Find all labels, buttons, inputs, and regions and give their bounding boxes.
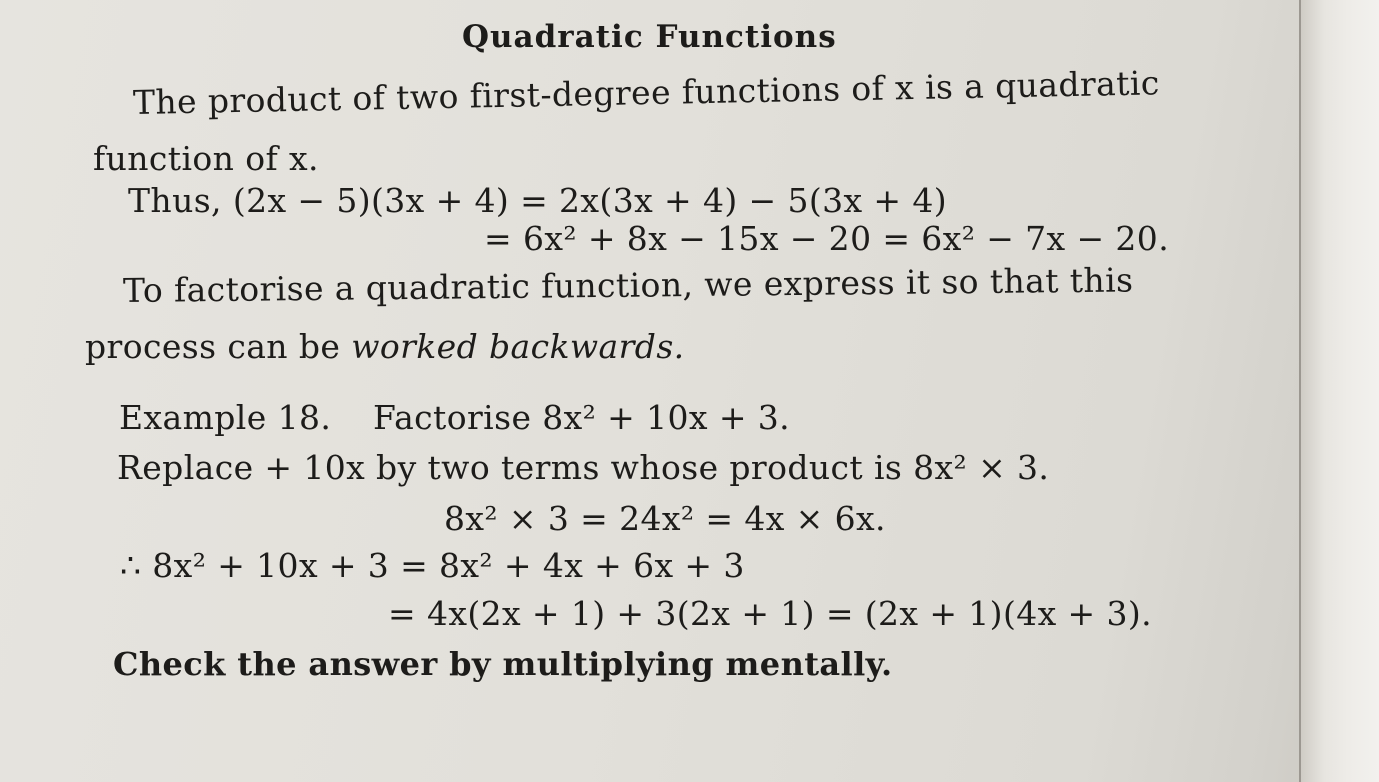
example-replace: Replace + 10x by two terms whose product is 8x² × 3. [117,448,1050,487]
example-task: Factorise 8x² + 10x + 3. [373,398,791,437]
factorise-line-1: To factorise a quadratic function, we express it so that this [122,260,1134,310]
page-edge [1299,0,1379,782]
example-result: = 4x(2x + 1) + 3(2x + 1) = (2x + 1)(4x + 3). [388,594,1153,633]
example-product: 8x² × 3 = 24x² = 4x × 6x. [444,499,886,538]
example-label: Example 18. [119,398,332,437]
intro-line-2: function of x. [93,139,319,178]
intro-line-1: The product of two first-degree functions of x is a quadratic [132,63,1160,122]
factorise-line-2-start: process can be [85,327,341,366]
page-title: Quadratic Functions [462,19,837,55]
factorise-line-2 [85,327,685,366]
check-instruction: Check the answer by multiplying mentally. [113,645,893,683]
thus-line-1: Thus, (2x − 5)(3x + 4) = 2x(3x + 4) − 5(3x + 4) [128,181,948,220]
thus-line-2: = 6x² + 8x − 15x − 20 = 6x² − 7x − 20. [484,219,1170,258]
example-therefore: ∴ 8x² + 10x + 3 = 8x² + 4x + 6x + 3 [120,546,745,585]
example-heading [119,398,791,437]
factorise-line-2-italic: worked backwards. [351,327,685,366]
